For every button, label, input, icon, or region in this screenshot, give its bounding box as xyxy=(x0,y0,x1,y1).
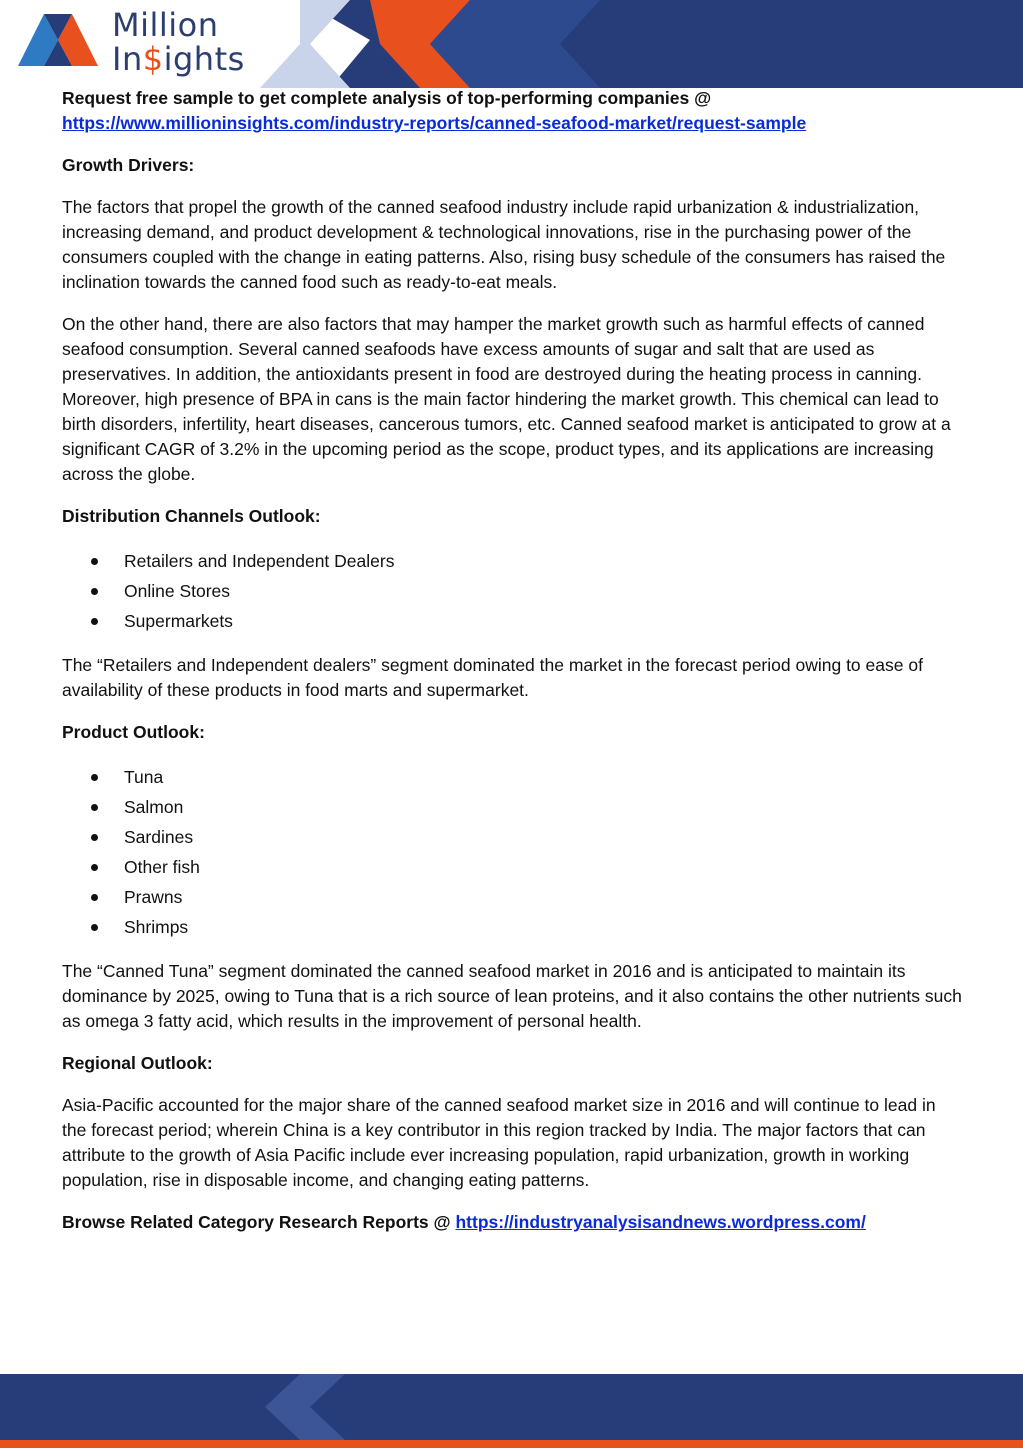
logo-word-ights: ights xyxy=(163,40,245,78)
distribution-list xyxy=(62,546,962,636)
logo-wordmark xyxy=(112,8,245,76)
bullet-icon xyxy=(91,894,98,901)
distribution-heading: Distribution Channels Outlook: xyxy=(62,506,321,526)
bullet-icon xyxy=(91,774,98,781)
list-item-label: Retailers and Independent Dealers xyxy=(124,551,395,571)
list-item-label: Shrimps xyxy=(124,917,189,937)
bullet-icon xyxy=(91,864,98,871)
growth-drivers-paragraph-1: The factors that propel the growth of the canned seafood industry include rapid urbanization & industrialization, increasing demand, and product development & technological innovations, rise in the purchasing power of the consumers coupled with the change in eating patterns. Also, rising busy schedule of the consumers has raised the inclination towards the canned food such as ready-to-eat meals. xyxy=(62,197,946,292)
footer-banner-graphic xyxy=(0,1374,1023,1448)
list-item-label: Supermarkets xyxy=(124,611,233,631)
list-item xyxy=(62,882,962,912)
bullet-icon xyxy=(91,834,98,841)
list-item-label: Online Stores xyxy=(124,581,231,601)
request-sample-label: Request free sample to get complete analysis of top-performing companies @ xyxy=(62,88,712,108)
bullet-icon xyxy=(91,618,98,625)
list-item xyxy=(62,822,962,852)
regional-heading: Regional Outlook: xyxy=(62,1053,213,1073)
product-heading: Product Outlook: xyxy=(62,722,205,742)
bullet-icon xyxy=(91,588,98,595)
logo-word-million: Million xyxy=(112,6,219,44)
regional-summary: Asia-Pacific accounted for the major share of the canned seafood market size in 2016 and will continue to lead in the forecast period; wherein China is a key contributor in this region tracked by India. The major factors that can attribute to the growth of Asia Pacific include ever increasing population, rapid urbanization, growth in working population, rise in disposable income, and changing eating patterns. xyxy=(62,1095,936,1190)
request-sample-block xyxy=(62,86,962,136)
list-item-label: Prawns xyxy=(124,887,183,907)
million-insights-logo xyxy=(14,4,254,82)
list-item xyxy=(62,606,962,636)
list-item-label: Tuna xyxy=(124,767,164,787)
list-item-label: Sardines xyxy=(124,827,194,847)
logo-word-in: In xyxy=(112,40,143,78)
page-footer xyxy=(0,1374,1023,1448)
product-summary: The “Canned Tuna” segment dominated the canned seafood market in 2016 and is anticipated to maintain its dominance by 2025, owing to Tuna that is a rich source of lean proteins, and it also contains the other nutrients such as omega 3 fatty acid, which results in the improvement of personal health. xyxy=(62,961,962,1031)
browse-related-label: Browse Related Category Research Reports @ xyxy=(62,1212,451,1232)
document-body xyxy=(62,86,962,1252)
list-item-label: Salmon xyxy=(124,797,184,817)
list-item xyxy=(62,852,962,882)
list-item xyxy=(62,792,962,822)
distribution-summary: The “Retailers and Independent dealers” segment dominated the market in the forecast period owing to ease of availability of these products in food marts and supermarket. xyxy=(62,655,923,700)
logo-dollar-mark: $ xyxy=(142,40,164,78)
logo-word-insights xyxy=(112,42,245,76)
bullet-icon xyxy=(91,924,98,931)
bullet-icon xyxy=(91,558,98,565)
bullet-icon xyxy=(91,804,98,811)
growth-drivers-heading: Growth Drivers: xyxy=(62,155,195,175)
logo-mark-icon xyxy=(14,4,104,82)
growth-drivers-paragraph-2: On the other hand, there are also factors that may hamper the market growth such as harmful effects of canned seafood consumption. Several canned seafoods have excess amounts of sugar and salt that are used as preservatives. In addition, the antioxidants present in food are destroyed during the heating process in canning. Moreover, high presence of BPA in cans is the main factor hindering the market growth. This chemical can lead to birth disorders, infertility, heart diseases, cancerous tumors, etc. Canned seafood market is anticipated to grow at a significant CAGR of 3.2% in the upcoming period as the scope, product types, and its applications are increasing across the globe. xyxy=(62,314,951,484)
browse-related-block xyxy=(62,1210,962,1235)
list-item xyxy=(62,912,962,942)
browse-related-link[interactable]: https://industryanalysisandnews.wordpress.com/ xyxy=(455,1212,866,1232)
list-item xyxy=(62,546,962,576)
list-item xyxy=(62,762,962,792)
list-item xyxy=(62,576,962,606)
list-item-label: Other fish xyxy=(124,857,200,877)
product-list xyxy=(62,762,962,942)
page-header xyxy=(0,0,1023,88)
request-sample-link[interactable]: https://www.millioninsights.com/industry-reports/canned-seafood-market/request-sample xyxy=(62,113,807,133)
